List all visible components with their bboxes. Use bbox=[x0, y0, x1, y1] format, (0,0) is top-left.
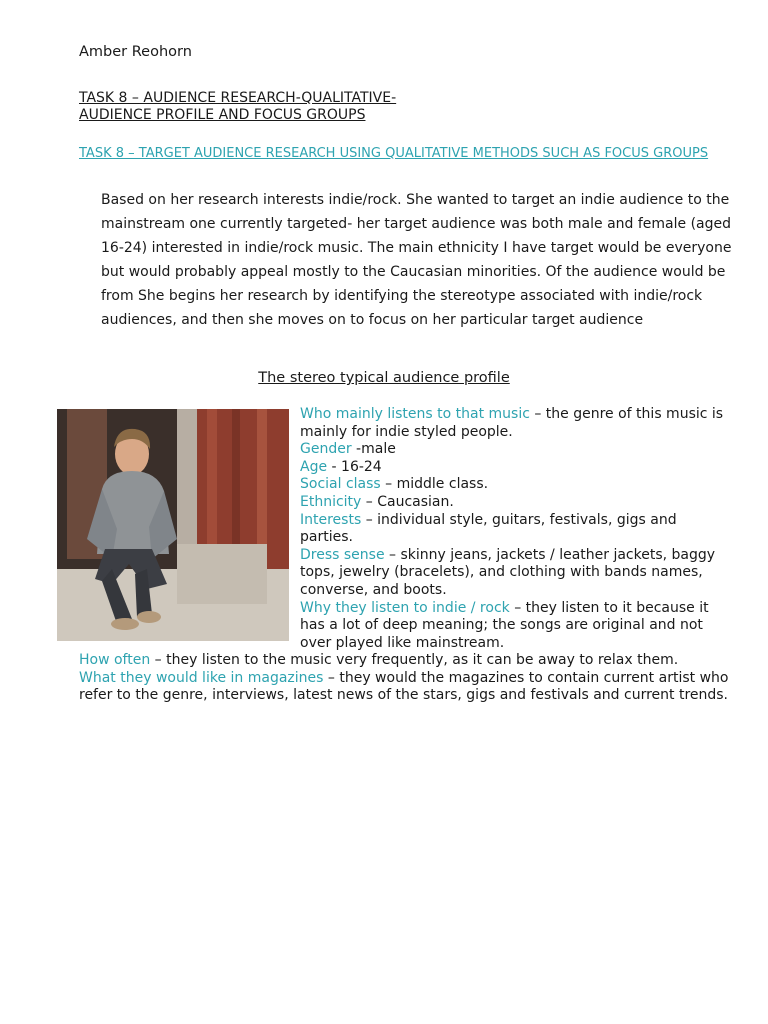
profile-item bbox=[300, 600, 730, 653]
profile-item-label: Why they listen to indie / rock bbox=[300, 599, 510, 616]
task-subtitle-link[interactable]: TASK 8 – TARGET AUDIENCE RESEARCH USING QUALITATIVE METHODS SUCH AS FOCUS GROUPS bbox=[79, 146, 709, 161]
task-title bbox=[79, 90, 396, 124]
profile-item-text: – middle class. bbox=[380, 476, 489, 493]
profile-item-text: -male bbox=[351, 441, 396, 458]
profile-item-text: – they would the magazines to contain current artist who refer to the genre, interviews, latest news of the stars, gigs and festivals and current trends. bbox=[79, 669, 729, 704]
task-title-line-2: AUDIENCE PROFILE AND FOCUS GROUPS bbox=[79, 107, 366, 123]
profile-item-label: How often bbox=[79, 652, 151, 668]
author-name: Amber Reohorn bbox=[79, 44, 192, 60]
profile-item bbox=[300, 459, 730, 477]
profile-item bbox=[300, 441, 730, 459]
profile-item bbox=[300, 512, 730, 547]
profile-item-text: – the genre of this music is mainly for indie styled people. bbox=[300, 406, 724, 440]
profile-item-label: Social class bbox=[300, 476, 381, 493]
profile-item bbox=[300, 547, 730, 600]
profile-item-label: Ethnicity bbox=[300, 493, 362, 510]
profile-item-label: Gender bbox=[300, 441, 352, 458]
profile-item bbox=[300, 406, 730, 441]
profile-item-text: – Caucasian. bbox=[361, 493, 454, 510]
profile-heading: The stereo typical audience profile bbox=[258, 370, 510, 386]
profile-item-text: – individual style, guitars, festivals, gigs and parties. bbox=[300, 511, 677, 546]
profile-item bbox=[300, 476, 730, 494]
audience-photo bbox=[57, 409, 289, 641]
profile-item-text: – they listen to the music very frequently, as it can be away to relax them. bbox=[150, 652, 679, 668]
intro-paragraph: Based on her research interests indie/rock. She wanted to target an indie audience to the mainstream one currently targeted- her target audience was both male and female (aged 16-24) interested in indie/rock music. The main ethnicity I have target would be everyone but would probably appeal mostly to the Caucasian minorities. Of the audience would be from She begins her research by identifying the stereotype associated with indie/rock audiences, and then she moves on to focus on her particular target audience bbox=[101, 192, 732, 328]
profile-list-full bbox=[79, 652, 739, 705]
profile-item-label: Age bbox=[300, 458, 328, 475]
profile-item-label: Interests bbox=[300, 511, 362, 528]
profile-item-label: Dress sense bbox=[300, 546, 385, 563]
task-title-line-1: TASK 8 – AUDIENCE RESEARCH-QUALITATIVE- bbox=[79, 90, 397, 106]
profile-item-text: – they listen to it because it has a lot of deep meaning; the songs are original and not over played like mainstream. bbox=[300, 599, 709, 651]
profile-item bbox=[79, 652, 739, 670]
profile-item bbox=[300, 494, 730, 512]
profile-item-text: - 16-24 bbox=[327, 458, 382, 475]
profile-list bbox=[300, 406, 730, 652]
profile-item-text: – skinny jeans, jackets / leather jackets, baggy tops, jewelry (bracelets), and clothing with bands names, converse, and boots. bbox=[300, 546, 716, 598]
profile-item-label: Who mainly listens to that music bbox=[300, 406, 530, 422]
profile-item bbox=[79, 670, 739, 705]
profile-item-label: What they would like in magazines bbox=[79, 669, 324, 686]
